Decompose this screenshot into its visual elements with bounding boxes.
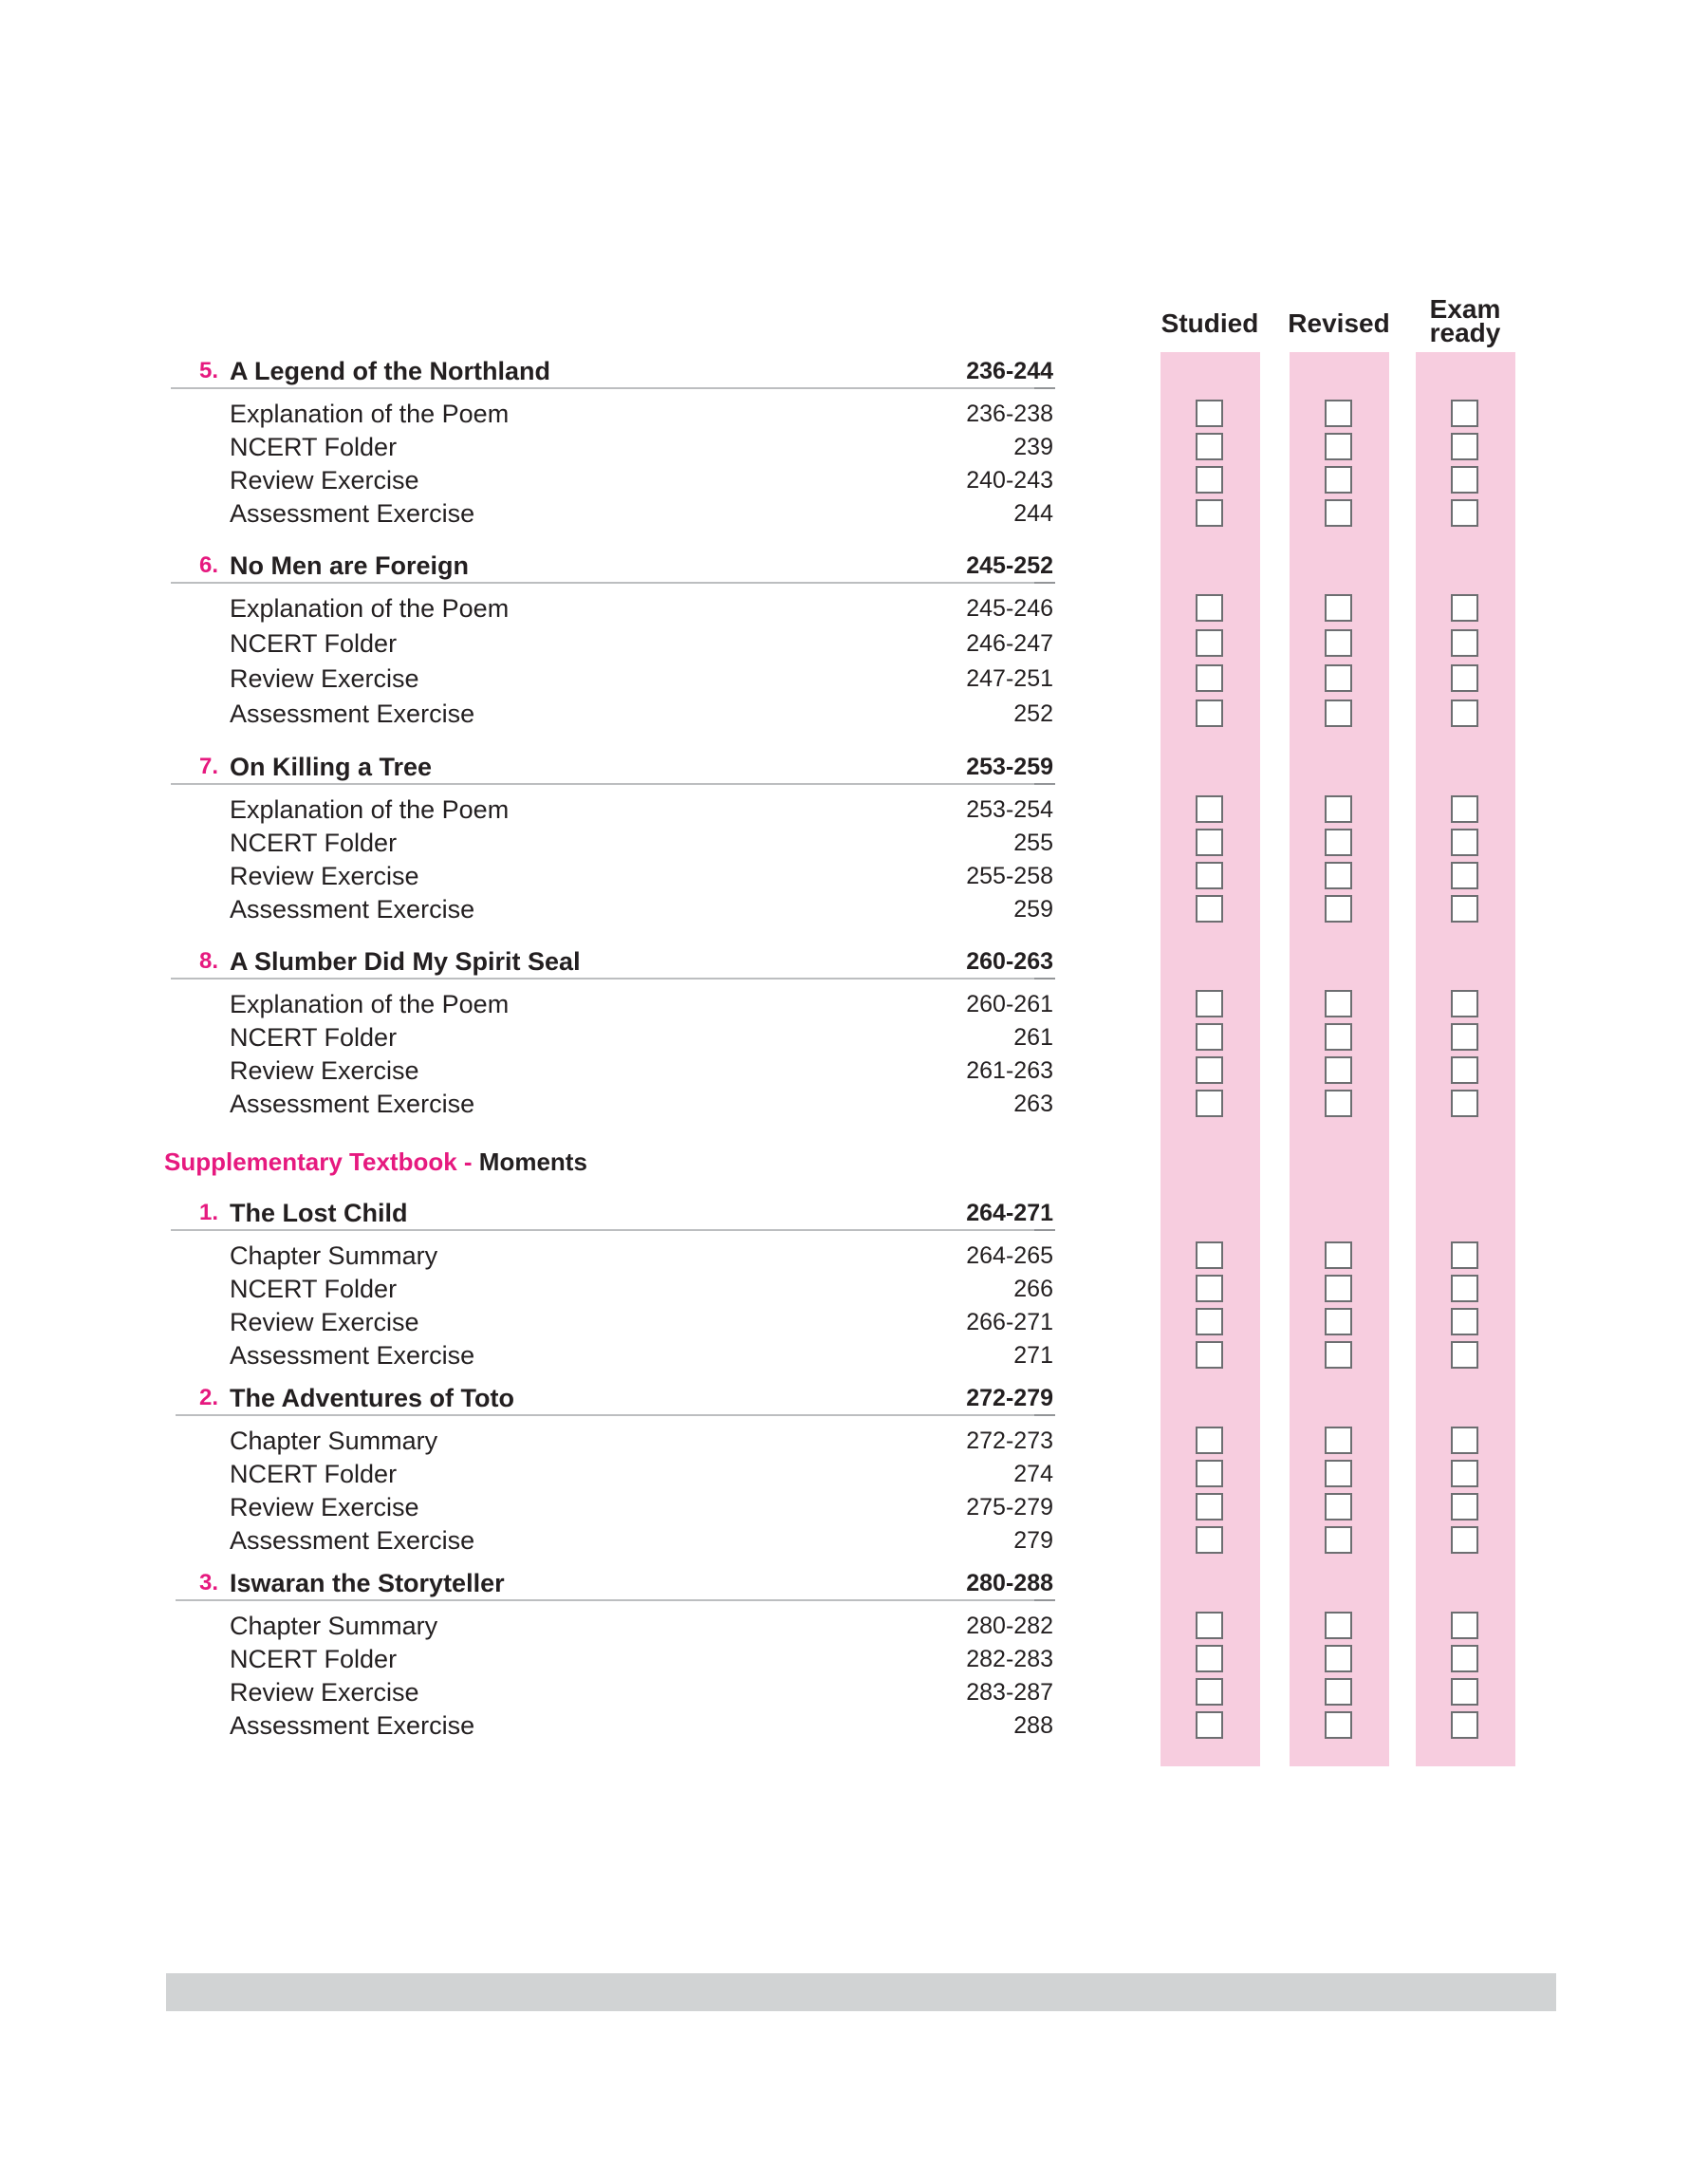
subsection-row (0, 1239, 1708, 1273)
revised-header: Revised (1288, 308, 1390, 338)
subsection-label: Assessment Exercise (230, 1090, 475, 1118)
subsection-pages: 261-263 (966, 1057, 1053, 1084)
studied-checkbox[interactable] (1196, 433, 1223, 460)
exam-ready-header (1394, 294, 1536, 347)
exam-ready-checkbox[interactable] (1451, 1056, 1478, 1084)
studied-checkbox[interactable] (1196, 1023, 1223, 1051)
exam-ready-checkbox[interactable] (1451, 700, 1478, 727)
revised-checkbox[interactable] (1325, 1493, 1352, 1521)
subsection-row (0, 1305, 1708, 1339)
chapter-title: On Killing a Tree (230, 753, 433, 781)
chapter-pages: 253-259 (966, 754, 1053, 780)
exam-ready-checkbox[interactable] (1451, 1612, 1478, 1639)
exam-ready-checkbox[interactable] (1451, 594, 1478, 622)
subsection-label: Review Exercise (230, 1308, 419, 1336)
studied-checkbox[interactable] (1196, 1090, 1223, 1117)
revised-checkbox[interactable] (1325, 664, 1352, 692)
subsection-row (0, 1457, 1708, 1491)
subsection-row (0, 1424, 1708, 1458)
supplementary-book: Moments (478, 1147, 587, 1176)
revised-checkbox[interactable] (1325, 1275, 1352, 1302)
chapter-title: A Slumber Did My Spirit Seal (230, 947, 581, 976)
subsection-row (0, 793, 1708, 827)
exam-ready-checkbox[interactable] (1451, 466, 1478, 494)
revised-checkbox[interactable] (1325, 700, 1352, 727)
subsection-label: NCERT Folder (230, 829, 398, 857)
footer-bar (166, 1973, 1556, 2011)
subsection-pages: 274 (1013, 1461, 1053, 1487)
revised-checkbox[interactable] (1325, 1308, 1352, 1335)
exam-ready-checkbox[interactable] (1451, 400, 1478, 427)
subsection-row (0, 626, 1708, 661)
subsection-row (0, 463, 1708, 497)
subsection-row (0, 1272, 1708, 1306)
revised-checkbox[interactable] (1325, 433, 1352, 460)
studied-checkbox[interactable] (1196, 700, 1223, 727)
chapter-divider (171, 978, 1044, 980)
studied-checkbox[interactable] (1196, 895, 1223, 923)
chapter-pages: 260-263 (966, 948, 1053, 975)
exam-ready-header-line2: ready (1429, 318, 1501, 347)
subsection-pages: 240-243 (966, 467, 1053, 494)
supplementary-label: Supplementary Textbook (164, 1147, 457, 1176)
chapter-row (0, 750, 1708, 784)
studied-checkbox[interactable] (1196, 795, 1223, 823)
pages-underline (1034, 1229, 1055, 1231)
chapter-row (0, 1381, 1708, 1415)
chapter-divider (171, 1229, 1044, 1231)
subsection-label: Review Exercise (230, 1056, 419, 1085)
subsection-pages: 264-265 (966, 1242, 1053, 1269)
subsection-pages: 288 (1013, 1712, 1053, 1739)
chapter-row (0, 1566, 1708, 1600)
studied-checkbox[interactable] (1196, 629, 1223, 657)
subsection-row (0, 1708, 1708, 1743)
subsection-pages: 245-246 (966, 595, 1053, 622)
revised-checkbox[interactable] (1325, 990, 1352, 1017)
chapter-pages: 245-252 (966, 552, 1053, 579)
subsection-row (0, 1523, 1708, 1558)
subsection-pages: 272-273 (966, 1427, 1053, 1454)
pages-underline (1034, 1414, 1055, 1416)
revised-checkbox[interactable] (1325, 1460, 1352, 1487)
studied-checkbox[interactable] (1196, 664, 1223, 692)
revised-checkbox[interactable] (1325, 1526, 1352, 1554)
chapter-number: 1. (198, 1200, 218, 1225)
chapter-number: 3. (198, 1570, 218, 1595)
subsection-pages: 239 (1013, 434, 1053, 460)
revised-checkbox[interactable] (1325, 862, 1352, 889)
exam-ready-checkbox[interactable] (1451, 629, 1478, 657)
revised-checkbox[interactable] (1325, 1711, 1352, 1739)
chapter-row (0, 549, 1708, 583)
subsection-pages: 236-238 (966, 401, 1053, 427)
subsection-label: Review Exercise (230, 1493, 419, 1521)
subsection-row (0, 430, 1708, 464)
subsection-row (0, 987, 1708, 1021)
subsection-label: NCERT Folder (230, 629, 398, 658)
subsection-pages: 263 (1013, 1091, 1053, 1117)
studied-checkbox[interactable] (1196, 1241, 1223, 1269)
subsection-pages: 244 (1013, 500, 1053, 527)
chapter-divider (176, 1599, 1044, 1601)
subsection-row (0, 892, 1708, 926)
revised-checkbox[interactable] (1325, 1645, 1352, 1672)
chapter-divider (171, 387, 1044, 389)
subsection-row (0, 1675, 1708, 1709)
exam-ready-checkbox[interactable] (1451, 1711, 1478, 1739)
studied-checkbox[interactable] (1196, 829, 1223, 856)
exam-ready-checkbox[interactable] (1451, 829, 1478, 856)
subsection-label: Explanation of the Poem (230, 795, 510, 824)
studied-checkbox[interactable] (1196, 400, 1223, 427)
revised-checkbox[interactable] (1325, 594, 1352, 622)
chapter-title: A Legend of the Northland (230, 357, 550, 385)
supplementary-heading (164, 1145, 587, 1179)
subsection-label: Chapter Summary (230, 1241, 438, 1270)
chapter-number: 8. (198, 948, 218, 974)
chapter-title: The Lost Child (230, 1199, 408, 1227)
studied-header: Studied (1160, 308, 1259, 338)
studied-checkbox[interactable] (1196, 1612, 1223, 1639)
studied-checkbox[interactable] (1196, 1056, 1223, 1084)
chapter-number: 7. (198, 754, 218, 779)
subsection-pages: 266-271 (966, 1309, 1053, 1335)
subsection-label: Chapter Summary (230, 1612, 438, 1640)
chapter-number: 2. (198, 1385, 218, 1410)
pages-underline (1034, 1599, 1055, 1601)
pages-underline (1034, 783, 1055, 785)
subsection-row (0, 591, 1708, 625)
subsection-row (0, 1642, 1708, 1676)
chapter-number: 5. (198, 358, 218, 383)
subsection-pages: 255 (1013, 830, 1053, 856)
subsection-pages: 282-283 (966, 1646, 1053, 1672)
subsection-row (0, 397, 1708, 431)
exam-ready-checkbox[interactable] (1451, 1460, 1478, 1487)
subsection-label: Explanation of the Poem (230, 400, 510, 428)
chapter-divider (171, 582, 1044, 584)
revised-checkbox[interactable] (1325, 1341, 1352, 1369)
subsection-pages: 275-279 (966, 1494, 1053, 1521)
subsection-pages: 253-254 (966, 796, 1053, 823)
subsection-row (0, 697, 1708, 731)
subsection-row (0, 1609, 1708, 1643)
pages-underline (1034, 387, 1055, 389)
chapter-title: Iswaran the Storyteller (230, 1569, 505, 1597)
studied-checkbox[interactable] (1196, 1645, 1223, 1672)
pages-underline (1034, 582, 1055, 584)
exam-ready-checkbox[interactable] (1451, 1341, 1478, 1369)
chapter-pages: 236-244 (966, 358, 1053, 384)
subsection-pages: 266 (1013, 1276, 1053, 1302)
exam-ready-checkbox[interactable] (1451, 1645, 1478, 1672)
subsection-pages: 246-247 (966, 630, 1053, 657)
subsection-label: Assessment Exercise (230, 1526, 475, 1555)
chapter-divider (176, 1414, 1044, 1416)
subsection-label: Chapter Summary (230, 1427, 438, 1455)
subsection-row (0, 1087, 1708, 1121)
subsection-pages: 247-251 (966, 665, 1053, 692)
chapter-row (0, 1196, 1708, 1230)
exam-ready-checkbox[interactable] (1451, 1090, 1478, 1117)
studied-checkbox[interactable] (1196, 1341, 1223, 1369)
subsection-row (0, 826, 1708, 860)
subsection-pages: 261 (1013, 1024, 1053, 1051)
subsection-label: NCERT Folder (230, 1023, 398, 1052)
subsection-label: Assessment Exercise (230, 1711, 475, 1740)
chapter-pages: 272-279 (966, 1385, 1053, 1411)
revised-checkbox[interactable] (1325, 829, 1352, 856)
exam-ready-checkbox[interactable] (1451, 433, 1478, 460)
subsection-row (0, 662, 1708, 696)
subsection-row (0, 859, 1708, 893)
subsection-row (0, 1054, 1708, 1088)
revised-checkbox[interactable] (1325, 629, 1352, 657)
studied-checkbox[interactable] (1196, 499, 1223, 527)
exam-ready-checkbox[interactable] (1451, 499, 1478, 527)
exam-ready-checkbox[interactable] (1451, 1275, 1478, 1302)
subsection-pages: 280-282 (966, 1613, 1053, 1639)
subsection-label: Assessment Exercise (230, 895, 475, 924)
subsection-label: Review Exercise (230, 1678, 419, 1707)
exam-ready-checkbox[interactable] (1451, 1493, 1478, 1521)
pages-underline (1034, 978, 1055, 980)
exam-ready-header-line1: Exam (1429, 294, 1501, 324)
revised-checkbox[interactable] (1325, 1427, 1352, 1454)
revised-checkbox[interactable] (1325, 499, 1352, 527)
chapter-pages: 264-271 (966, 1200, 1053, 1226)
subsection-pages: 283-287 (966, 1679, 1053, 1706)
revised-checkbox[interactable] (1325, 895, 1352, 923)
studied-checkbox[interactable] (1196, 1275, 1223, 1302)
exam-ready-checkbox[interactable] (1451, 1241, 1478, 1269)
subsection-pages: 260-261 (966, 991, 1053, 1017)
subsection-row (0, 496, 1708, 531)
subsection-label: Review Exercise (230, 664, 419, 693)
studied-checkbox[interactable] (1196, 990, 1223, 1017)
supplementary-separator: - (456, 1147, 479, 1176)
studied-checkbox[interactable] (1196, 1460, 1223, 1487)
chapter-row (0, 944, 1708, 979)
subsection-label: Assessment Exercise (230, 700, 475, 728)
exam-ready-checkbox[interactable] (1451, 1308, 1478, 1335)
revised-checkbox[interactable] (1325, 795, 1352, 823)
subsection-label: NCERT Folder (230, 1460, 398, 1488)
exam-ready-checkbox[interactable] (1451, 795, 1478, 823)
exam-ready-checkbox[interactable] (1451, 1678, 1478, 1706)
exam-ready-checkbox[interactable] (1451, 1526, 1478, 1554)
subsection-label: Review Exercise (230, 862, 419, 890)
exam-ready-checkbox[interactable] (1451, 1023, 1478, 1051)
subsection-pages: 252 (1013, 700, 1053, 727)
revised-checkbox[interactable] (1325, 1023, 1352, 1051)
subsection-label: Assessment Exercise (230, 499, 475, 528)
subsection-pages: 259 (1013, 896, 1053, 923)
subsection-pages: 255-258 (966, 863, 1053, 889)
exam-ready-checkbox[interactable] (1451, 1427, 1478, 1454)
exam-ready-checkbox[interactable] (1451, 895, 1478, 923)
subsection-pages: 279 (1013, 1527, 1053, 1554)
subsection-label: NCERT Folder (230, 1275, 398, 1303)
subsection-label: NCERT Folder (230, 1645, 398, 1673)
studied-checkbox[interactable] (1196, 466, 1223, 494)
exam-ready-checkbox[interactable] (1451, 862, 1478, 889)
revised-checkbox[interactable] (1325, 1056, 1352, 1084)
subsection-label: Explanation of the Poem (230, 990, 510, 1018)
subsection-row (0, 1020, 1708, 1054)
revised-checkbox[interactable] (1325, 1241, 1352, 1269)
studied-checkbox[interactable] (1196, 1526, 1223, 1554)
revised-checkbox[interactable] (1325, 1678, 1352, 1706)
chapter-pages: 280-288 (966, 1570, 1053, 1596)
exam-ready-checkbox[interactable] (1451, 990, 1478, 1017)
chapter-row (0, 354, 1708, 388)
chapter-divider (171, 783, 1044, 785)
revised-checkbox[interactable] (1325, 1612, 1352, 1639)
subsection-label: Explanation of the Poem (230, 594, 510, 623)
subsection-pages: 271 (1013, 1342, 1053, 1369)
studied-checkbox[interactable] (1196, 862, 1223, 889)
subsection-row (0, 1338, 1708, 1372)
revised-checkbox[interactable] (1325, 400, 1352, 427)
studied-checkbox[interactable] (1196, 1678, 1223, 1706)
subsection-label: Review Exercise (230, 466, 419, 494)
studied-checkbox[interactable] (1196, 1711, 1223, 1739)
exam-ready-checkbox[interactable] (1451, 664, 1478, 692)
chapter-title: No Men are Foreign (230, 551, 470, 580)
studied-checkbox[interactable] (1196, 594, 1223, 622)
studied-checkbox[interactable] (1196, 1308, 1223, 1335)
studied-checkbox[interactable] (1196, 1493, 1223, 1521)
subsection-label: Assessment Exercise (230, 1341, 475, 1370)
revised-checkbox[interactable] (1325, 466, 1352, 494)
subsection-label: NCERT Folder (230, 433, 398, 461)
subsection-row (0, 1490, 1708, 1524)
chapter-title: The Adventures of Toto (230, 1384, 514, 1412)
studied-checkbox[interactable] (1196, 1427, 1223, 1454)
chapter-number: 6. (198, 552, 218, 578)
revised-checkbox[interactable] (1325, 1090, 1352, 1117)
